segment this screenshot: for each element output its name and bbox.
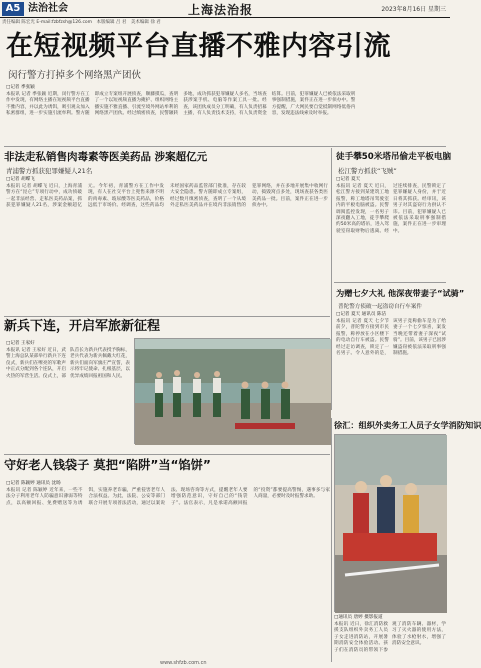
phone-theft-body: 本报讯 记者 夏天 近日，松江警方接到某建筑工地报警，称工地塔吊驾驶室内的平板电脑被盗。民警调阅监控发现，一名男子深夜翻入工地，徒手攀爬约50米高的塔吊，进入驾驶室窃取财物后逃离。经过连续排查，民警锁定了犯罪嫌疑人身份，并于近日将其抓获。经审讯，该男子对其盗窃行为供认不讳。目前，犯罪嫌疑人已被依法采取刑事强制措施，案件正在进一步审理中。: [336, 184, 446, 234]
divider: [334, 282, 446, 283]
fire-safety-illustration: [335, 435, 447, 613]
fire-safety-byline: □通讯员 唐婷 摄影报道: [334, 615, 383, 620]
lead-subheadline: 闵行警方打掉多个网络黑产团伙: [8, 70, 142, 81]
lead-headline: 在短视频平台直播不雅内容引流: [6, 31, 391, 62]
column-rule: [331, 418, 332, 662]
column-rule: [331, 148, 332, 410]
lead-byline: □记者 季张颖: [6, 85, 35, 90]
editors-line: 责任编辑 陈宏光 E-mail:fzbfzsh@126.com 本版编辑 吕 君 美术编辑 徐 君: [2, 20, 161, 25]
page-number: A5: [2, 2, 24, 16]
army-photo-illustration: [135, 339, 331, 445]
elder-fraud-byline: □记者 陈颖婷 通讯员 沈旸: [6, 481, 61, 486]
phone-theft-subheadline: 松江警方抓获“飞贼”: [338, 167, 397, 175]
army-photo: [134, 338, 330, 444]
fire-safety-headline: 徐汇：组织外卖务工人员子女学消防知识: [334, 420, 481, 430]
divider: [4, 146, 446, 147]
masthead: 上海法治报: [188, 3, 254, 17]
cosmetics-subheadline: 青浦警方抓获犯罪嫌疑人21名: [6, 167, 93, 175]
site-url: www.shfzb.com.cn: [160, 660, 207, 666]
bike-theft-subheadline: 普陀警方侦破一起盗窃自行车案件: [338, 304, 422, 310]
cosmetics-headline: 非法走私销售肉毒素等医美药品 涉案超亿元: [4, 151, 208, 163]
cosmetics-byline: □记者 胡蝶飞: [6, 177, 35, 182]
elder-fraud-body: 本报讯 记者 陈颖婷 近年来，一些不法分子利用老年人防骗意识薄弱等特点，以高额回报、免费赠送等为诱饵，实施养老诈骗，严重侵害老年人合法权益。为此，法院、公安等部门联合开展专项普法活动，通过以案说法、现场咨询等方式，提醒老年人要增强防范意识，守好自己的“钱袋子”。法官表示，凡是承诺高额回报的“投资”都要提高警惕，遇事多与家人商量，必要时及时报警求助。: [6, 488, 330, 506]
fire-safety-body: 本报讯 近日，徐汇消防救援支队组织外卖务工人员子女走进消防站，开展暑期消防安全体验活动。孩子们在消防员的带领下参观了消防车辆、器材，学习了灭火器的使用方法，体验了水枪射水，增强了消防安全意识。: [334, 622, 446, 653]
divider: [4, 316, 330, 317]
phone-theft-byline: □记者 夏天: [336, 177, 361, 182]
issue-date: 2023年8月16日 星期三: [381, 6, 446, 13]
divider: [4, 454, 330, 455]
section-title: 法治社会: [28, 3, 68, 14]
elder-fraud-headline: 守好老人钱袋子 莫把“陷阱”当“馅饼”: [4, 458, 211, 472]
lead-body: 本报讯 记者 季张颖 近期，闵行警方在工作中发现，有网络主播在短视频平台直播不雅内容，并以此为诱饵，吸引观众加入私密群组，进一步实施引流牟利。警方随即成立专案组开展侦查，顺藤摸瓜，查明了一个以短视频直播为掩护、组织网络主播实施不雅直播、引流至境外网站牟利的网络黑产团伙。经过缜密侦查，民警辗转多地，成功抓获犯罪嫌疑人多名，当场查获涉案手机、电脑等作案工具一批。经查，该团伙成员分工明确，有人负责招募主播，有人负责技术支持，有人负责资金结算。目前，犯罪嫌疑人已被依法采取刑事强制措施，案件正在进一步侦办中。警方提醒，广大网民要自觉抵制网络低俗内容，发现违法线索及时举报。: [6, 92, 356, 117]
army-body: 本报讯 记者 王家好 近日，武警上海总队某部举行新兵下连仪式，新兵们在嘹亮的军歌声中正式分配到各个连队，开启火热的军营生活。仪式上，部队首长为新兵代表授予胸标，老兵代表为新兵佩戴大红花，新兵们面向军旗庄严宣誓，表示将牢记使命、扎根基层，以优异成绩回报祖国和人民。: [6, 348, 130, 379]
bike-theft-byline: □记者 夏天 通讯员 陈洁: [336, 312, 387, 317]
bike-theft-headline: 为赠七夕大礼 他深夜带妻子“试骑”: [336, 288, 465, 298]
army-byline: □记者 王家好: [6, 341, 35, 346]
army-headline: 新兵下连，开启军旅新征程: [4, 319, 161, 334]
fire-safety-photo: [334, 434, 446, 612]
bike-theft-body: 本报讯 记者 夏天 七夕节前夕，普陀警方接到市民报警，称停放在小区楼下的电动自行车被盗。民警经过走访调查，锁定了一名男子。令人意外的是，该男子竟称偷车是为了给妻子一个七夕惊喜，案发当晚还带着妻子深夜“试骑”。目前，该男子已因涉嫌盗窃被依法采取刑事强制措施。: [336, 319, 446, 357]
phone-theft-headline: 徒手攀50米塔吊偷走平板电脑: [336, 152, 452, 162]
cosmetics-body: 本报讯 记者 胡蝶飞 近日，上海青浦警方在“昆仑”专项行动中，成功侦破一起非法经营、走私医美药品案，抓获犯罪嫌疑人21名，涉案金额超亿元。今年初，青浦警方在工作中发现，有人在社交平台上兜售来源不明的肉毒素、玻尿酸等医美药品，价格远低于市场价。经调查，这些药品均未经国家药品监管部门批准，存在较大安全隐患。警方随即成立专案组，经过数月缜密侦查，查明了一个从境外走私医美药品并在境内非法销售的犯罪网络，并在多地开展集中收网行动，捣毁窝点多处，现场查获各类医美药品一批。目前，案件正在进一步侦办中。: [6, 184, 328, 209]
